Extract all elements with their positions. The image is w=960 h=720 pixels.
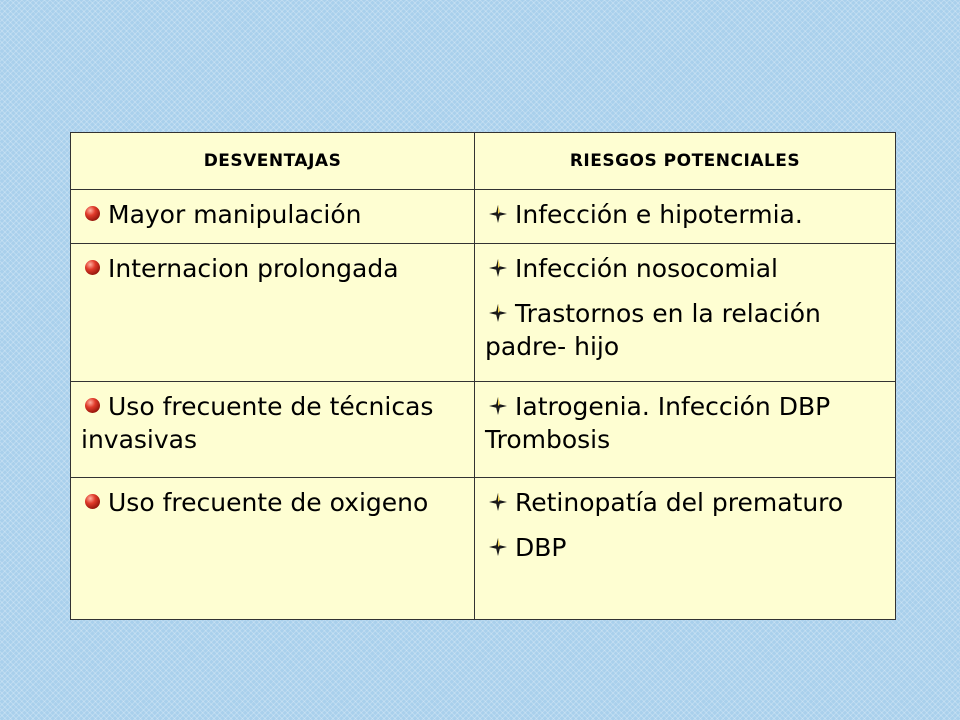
disadvantage-cell xyxy=(71,190,475,244)
table-row xyxy=(71,190,896,244)
red-sphere-bullet-icon xyxy=(85,206,100,221)
star-bullet-icon xyxy=(489,259,507,277)
disadvantage-cell xyxy=(71,244,475,382)
star-bullet-icon xyxy=(489,493,507,511)
star-bullet-icon xyxy=(489,397,507,415)
star-bullet-icon xyxy=(489,304,507,322)
risk-text: DBP xyxy=(515,533,567,562)
table-row xyxy=(71,382,896,478)
risk-text: Trastornos en la relación padre- hijo xyxy=(485,299,821,361)
disadvantage-cell xyxy=(71,382,475,478)
table-row xyxy=(71,244,896,382)
red-sphere-bullet-icon xyxy=(85,494,100,509)
disadvantage-text: Uso frecuente de oxigeno xyxy=(108,488,429,517)
star-bullet-icon xyxy=(489,205,507,223)
red-sphere-bullet-icon xyxy=(85,260,100,275)
disadvantage-text: Internacion prolongada xyxy=(108,254,399,283)
risk-cell xyxy=(475,244,896,382)
risk-cell xyxy=(475,382,896,478)
disadvantage-text: Uso frecuente de técnicas invasivas xyxy=(81,392,434,454)
table-row xyxy=(71,478,896,620)
disadvantage-cell xyxy=(71,478,475,620)
header-potential-risks: RIESGOS POTENCIALES xyxy=(475,133,896,190)
red-sphere-bullet-icon xyxy=(85,398,100,413)
risk-cell xyxy=(475,478,896,620)
risk-cell xyxy=(475,190,896,244)
star-bullet-icon xyxy=(489,538,507,556)
table-header-row xyxy=(71,133,896,190)
disadvantage-text: Mayor manipulación xyxy=(108,200,362,229)
risk-text: Infección e hipotermia. xyxy=(515,200,803,229)
header-disadvantages: DESVENTAJAS xyxy=(71,133,475,190)
risk-text: Iatrogenia. Infección DBP Trombosis xyxy=(485,392,831,454)
risk-text: Retinopatía del prematuro xyxy=(515,488,844,517)
risks-table xyxy=(70,132,896,620)
risk-text: Infección nosocomial xyxy=(515,254,778,283)
